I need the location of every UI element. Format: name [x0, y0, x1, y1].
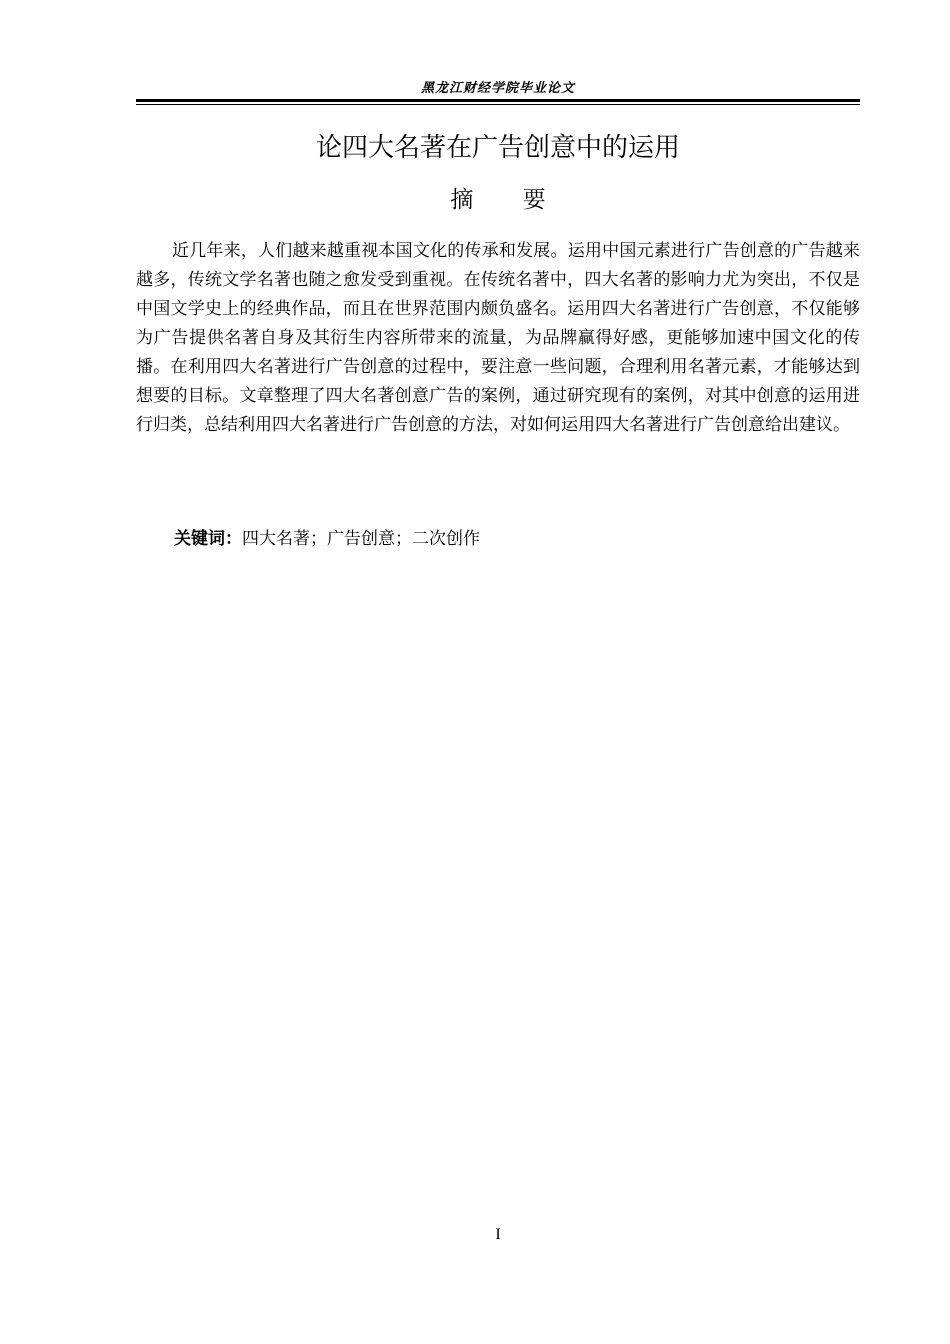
running-header: 黑龙江财经学院毕业论文 [420, 81, 575, 96]
header-rule-thick [136, 99, 860, 102]
abstract-body: 近几年来，人们越来越重视本国文化的传承和发展。运用中国元素进行广告创意的广告越来越多，传统文学名著也随之愈发受到重视。在传统名著中，四大名著的影响力尤为突出，不仅是中国文学史上的经典作品，而且在世界范围内颇负盛名。运用四大名著进行广告创意，不仅能够为广告提供名著自身及其衍生内容所带来的流量，为品牌赢得好感，更能够加速中国文化的传播。在利用四大名著进行广告创意的过程中，要注意一些问题，合理利用名著元素，才能够达到想要的目标。文章整理了四大名著创意广告的案例，通过研究现有的案例，对其中创意的运用进行归类，总结利用四大名著进行广告创意的方法，对如何运用四大名著进行广告创意给出建议。 [136, 241, 860, 435]
paper-title: 论四大名著在广告创意中的运用 [315, 133, 680, 163]
keywords-label: 关键词： [174, 529, 242, 549]
abstract-heading: 摘 要 [450, 187, 546, 213]
keywords-value: 四大名著；广告创意；二次创作 [242, 529, 480, 549]
header-rule-thin [136, 104, 860, 105]
page-number: I [495, 1226, 501, 1243]
keywords-line [174, 525, 860, 554]
